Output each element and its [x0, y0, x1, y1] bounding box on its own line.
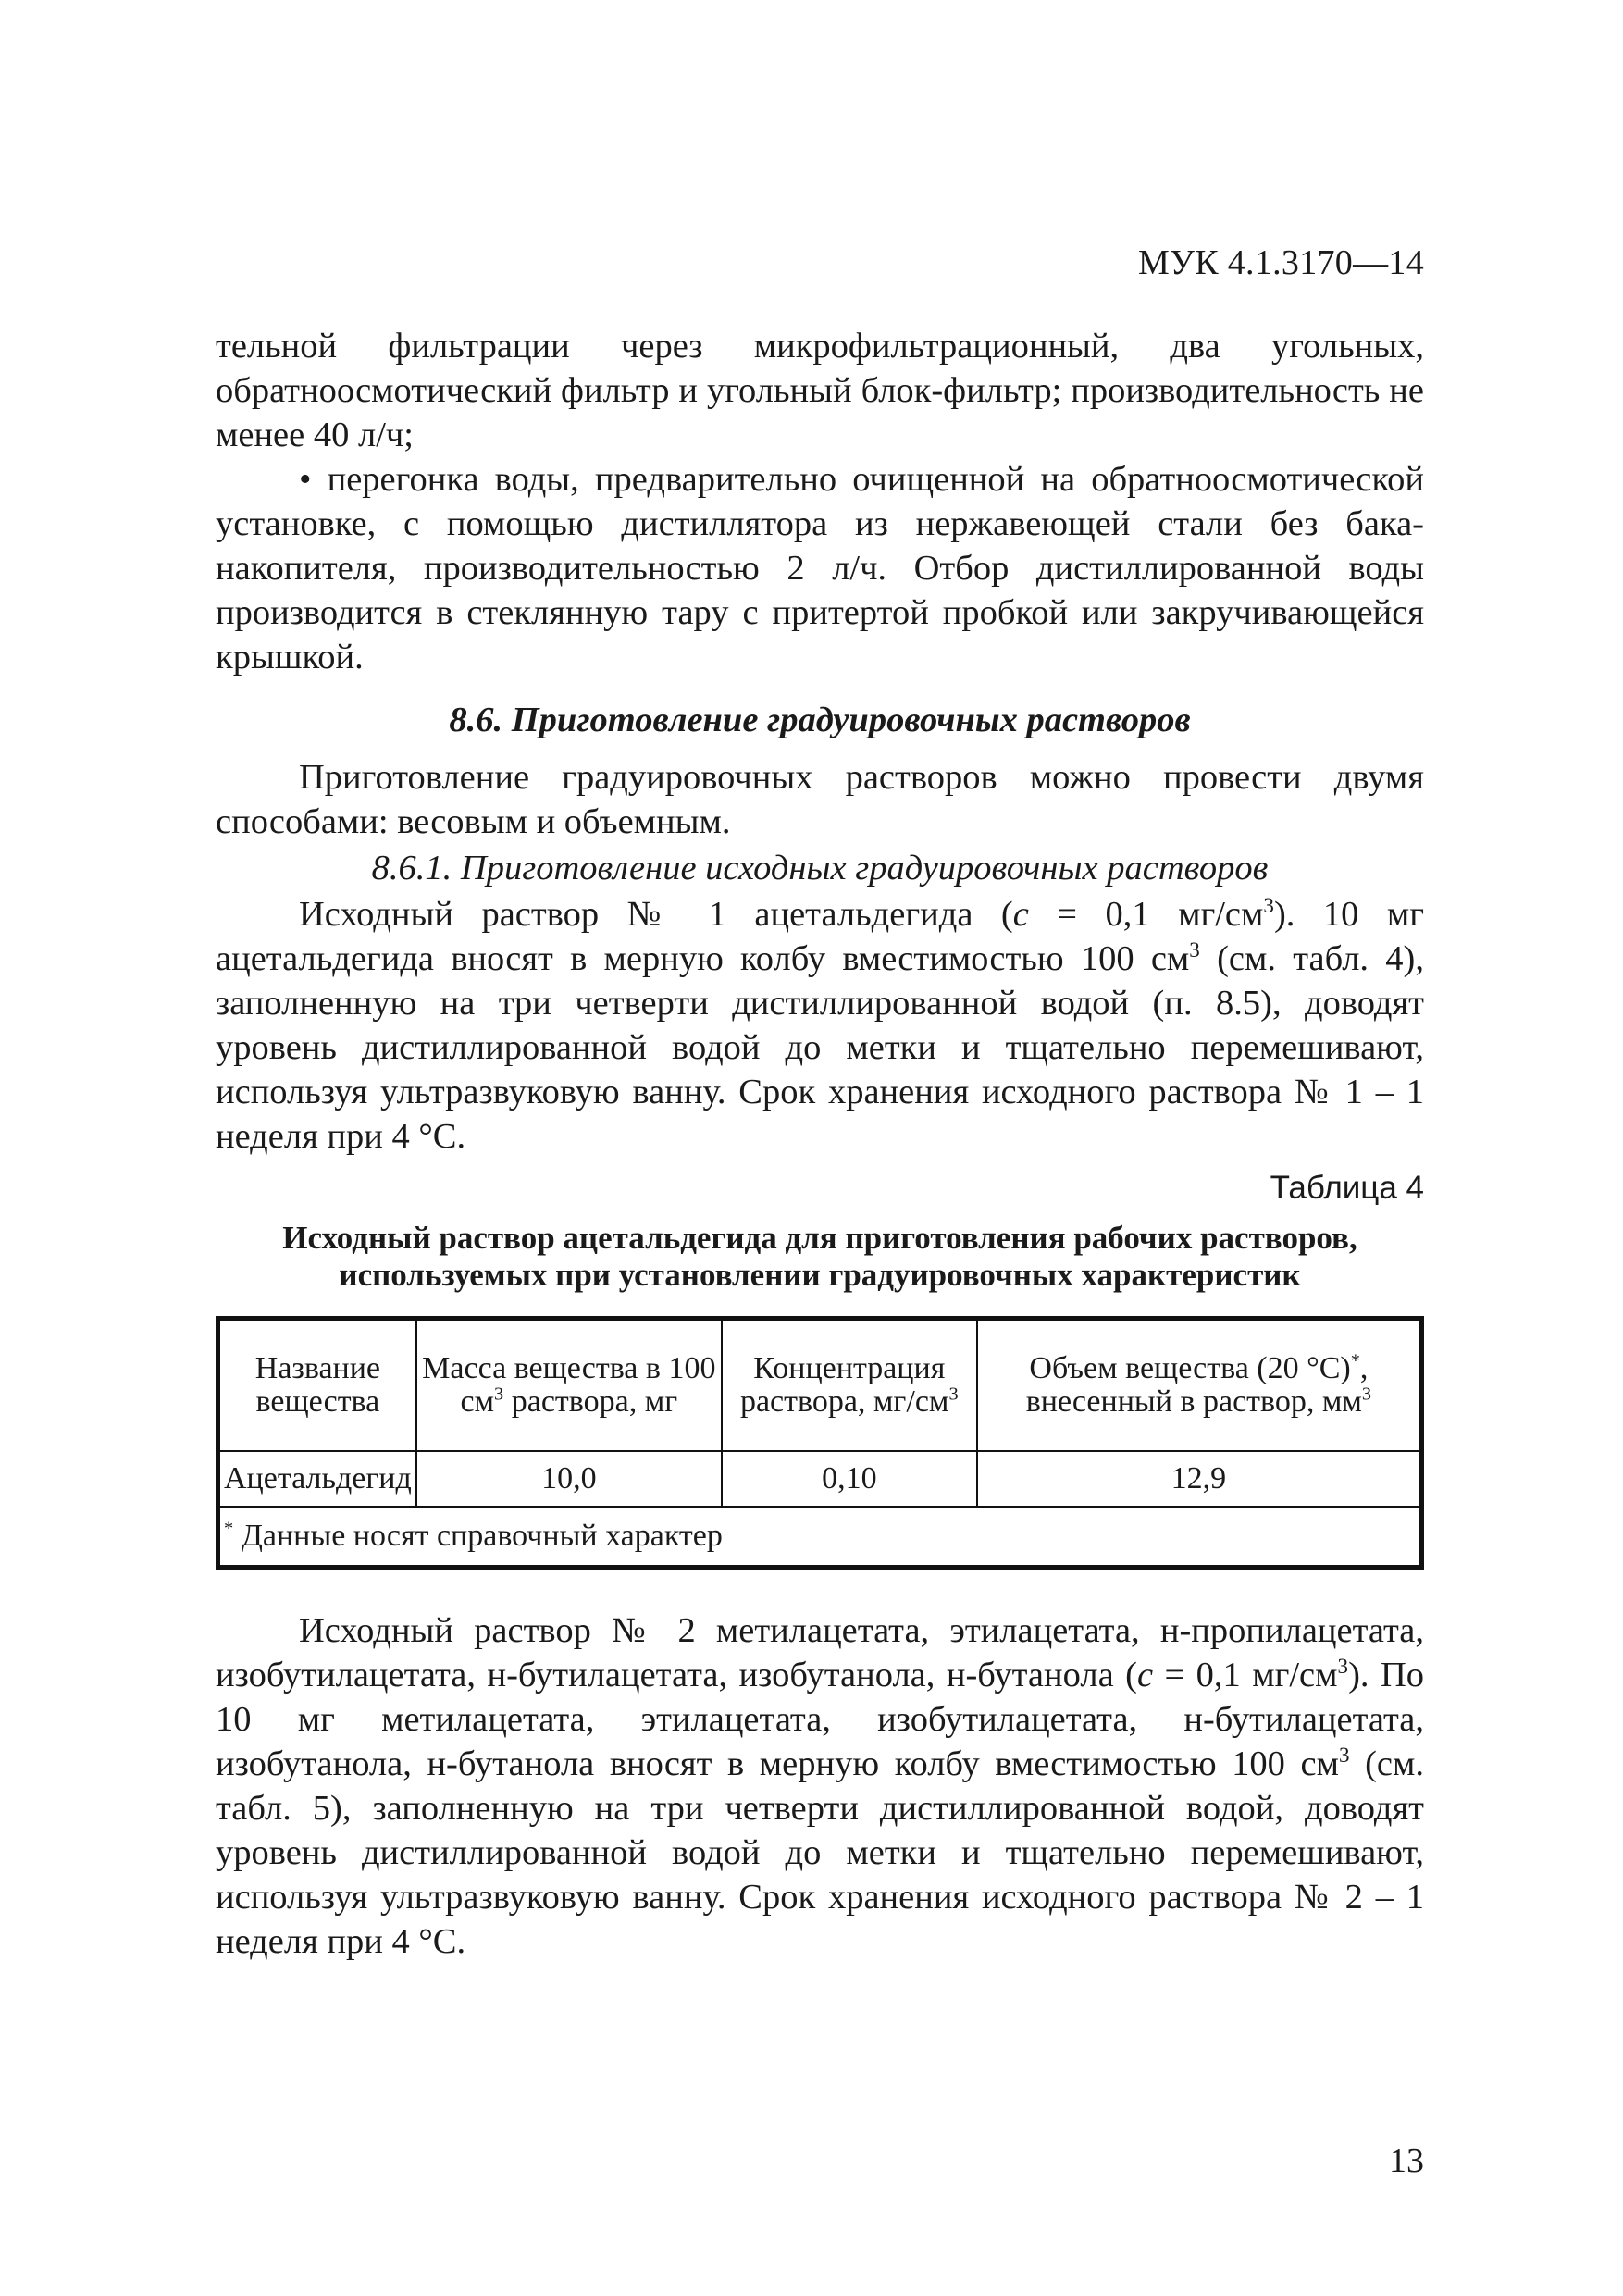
paragraph-solution-2: Исходный раствор № 2 метилацетата, этилацетата, н-пропилацетата, изобутилацетата, н-бутилацетата, изобутанола, н-бутанола (c = 0,1 $мг/см^3$). По 10 мг метилацетата, этилацетата, изобутилацетата, н-бутилацетата, изобутанола, н-бутанола вносят в мерную колбу вместимостью 100 $см^3$ (см. табл. 5), заполненную на три четверти дистиллированной водой, доводят уровень дистиллированной водой до метки и тщательно перемешивают, используя ультразвуковую ванну. Срок хранения исходного раствора № 2 – 1 неделя при 4 °С. [216, 1611, 1425, 1961]
bullet-distillation: • перегонка воды, предварительно очищенной на обратноосмотической установке, с помощью дистиллятора из нержавеющей стали без бака-накопителя, производительностью 2 л/ч. Отбор дистиллированной воды производится в стеклянную тару с притертой пробкой или закручивающейся крышкой. [216, 460, 1424, 676]
cell-substance: Ацетальдегид [218, 1451, 416, 1507]
page-number: 13 [1389, 2141, 1424, 2180]
paragraph-methods: Приготовление градуировочных растворов можно провести двумя способами: весовым и объемным. [216, 758, 1424, 841]
table-title: Исходный раствор ацетальдегида для приготовления рабочих растворов, используемых при установлении градуировочных характеристик [282, 1220, 1357, 1293]
table-label: Таблица 4 [1270, 1170, 1424, 1206]
cell-concentration: 0,10 [722, 1451, 977, 1507]
table-footnote: * Данные носят справочный характер [218, 1507, 1422, 1568]
table-row [218, 1451, 1422, 1507]
header-volume: Объем вещества (20 °С)*, внесенный в раствор, $мм^3$ [977, 1319, 1422, 1452]
paragraph-solution-1: Исходный раствор № 1 ацетальдегида (c = 0,1 $мг/см^3$). 10 мг ацетальдегида вносят в мерную колбу вместимостью 100 $см^3$ (см. табл. 4), заполненную на три четверти дистиллированной водой (п. 8.5), доводят уровень дистиллированной водой до метки и тщательно перемешивают, используя ультразвуковую ванну. Срок хранения исходного раствора № 1 – 1 неделя при 4 °С. [216, 893, 1424, 1156]
page-body [216, 324, 1424, 1964]
header-mass: Масса вещества в 100 $см^3$ раствора, мг [416, 1319, 722, 1452]
document-code-header: МУК 4.1.3170—14 [1137, 243, 1424, 282]
section-heading: 8.6. Приготовление градуировочных растворов [449, 701, 1191, 739]
table-header-row [218, 1319, 1422, 1452]
header-concentration: Концентрация раствора, $мг/см^3$ [722, 1319, 977, 1452]
cell-mass: 10,0 [416, 1451, 722, 1507]
paragraph-filtration: тельной фильтрации через микрофильтрационный, два угольных, обратноосмотический фильтр и угольный блок-фильтр; производительность не менее 40 л/ч; [216, 327, 1424, 454]
cell-volume: 12,9 [977, 1451, 1422, 1507]
table-note-row [218, 1507, 1422, 1568]
header-substance-name: Название вещества [218, 1319, 416, 1452]
subsection-heading: 8.6.1. Приготовление исходных градуировочных растворов [371, 849, 1269, 887]
data-table [216, 1316, 1424, 1570]
